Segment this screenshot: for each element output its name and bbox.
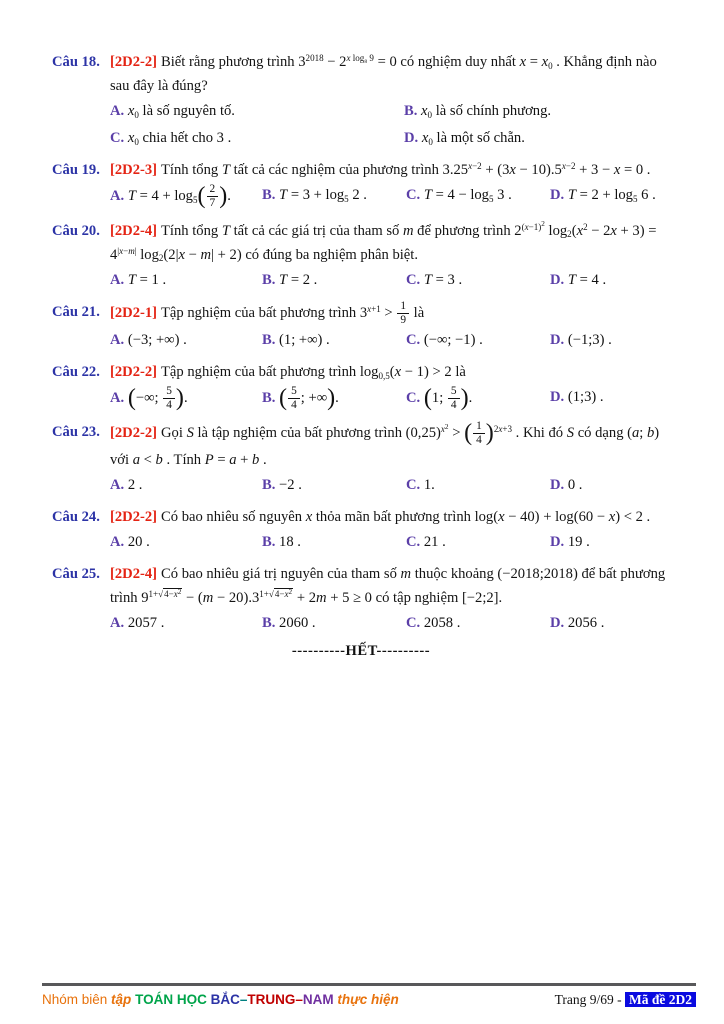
option-B (262, 530, 402, 554)
option-letter: A. (110, 271, 125, 288)
option-C (110, 126, 400, 150)
option-text: $x_0$ là số nguyên tố. (127, 103, 235, 120)
question (52, 360, 670, 412)
question-text: Tập nghiệm của bất phương trình $3^{x+1}$ > $\frac{1}{9}$ là (161, 299, 425, 326)
question-number: Câu 23. (52, 424, 100, 441)
footer-credit-segment: NAM (302, 992, 334, 1007)
option-text: 1. (423, 476, 435, 493)
exam-code-badge: Mã đề 2D2 (625, 992, 696, 1007)
footer-credit-segment: – (239, 992, 248, 1007)
question (52, 505, 670, 554)
option-text: 21 . (423, 533, 446, 550)
question-number: Câu 18. (52, 54, 100, 70)
option-C (406, 530, 546, 554)
question-text: Tính tổng T tất cả các nghiệm của phương trình $3.25^{x-2} + (3x - 10).5^{x-2} + 3 - x = 0$ . (161, 161, 651, 179)
option-letter: A. (110, 390, 125, 407)
option-text: (1; +∞) . (279, 332, 330, 348)
option-letter: B. (262, 390, 276, 407)
option-text: (−∞; −1) . (423, 332, 483, 348)
question-text: Gọi S là tập nghiệm của bất phương trình $(0,25)^{x^2}$ > ( $\frac{1}{4}$ )$^{2x+3}$ . Khi đó S có dạng (a; b) với a < b . Tính P = a + b . (110, 420, 660, 468)
option-text: (1;3) . (567, 389, 604, 406)
page-content (52, 50, 670, 660)
question-difficulty-tag: [2D2-2] (110, 54, 158, 70)
question-difficulty-tag: [2D2-4] (110, 565, 158, 582)
option-letter: B. (262, 615, 276, 631)
question-text: Tập nghiệm của bất phương trình $\log_{0,5}(x - 1) > 2$ là (161, 364, 466, 381)
option-text: 0 . (567, 476, 583, 493)
option-C (406, 268, 546, 292)
footer-credit-segment: – (295, 992, 303, 1007)
option-letter: D. (550, 533, 565, 550)
question (52, 562, 670, 635)
question-number: Câu 24. (52, 508, 100, 525)
option-A (110, 385, 258, 412)
question-list (52, 50, 670, 635)
footer-credit-segment: tập (111, 992, 136, 1007)
option-text: 2 . (127, 476, 143, 493)
footer-credit-segment: TOÁN HỌC (135, 992, 211, 1007)
option-C (406, 473, 546, 497)
option-letter: D. (550, 187, 565, 204)
option-B (262, 328, 402, 352)
question-number: Câu 20. (52, 222, 100, 239)
option-letter: C. (406, 533, 421, 550)
option-letter: C. (406, 476, 421, 493)
question-body (110, 219, 670, 267)
option-B (262, 385, 402, 412)
option-B (262, 473, 402, 497)
option-letter: A. (110, 615, 125, 631)
answer-options (110, 473, 670, 497)
option-text: 18 . (279, 533, 301, 550)
option-letter: D. (550, 389, 565, 406)
option-text: 20 . (127, 533, 150, 550)
question-body (110, 300, 670, 327)
answer-options (110, 328, 670, 352)
option-text: T = 4 . (567, 271, 607, 288)
question-number: Câu 25. (52, 565, 100, 582)
question (52, 50, 670, 150)
question-number: Câu 21. (52, 303, 100, 320)
option-letter: C. (406, 187, 421, 204)
question-body (110, 50, 670, 98)
answer-options (110, 99, 670, 150)
question-text: Tính tổng T tất cả các giá trị của tham số m để phương trình $2^{(x-1)^2}$ $\log_2(x^2 - 2x + 3) = 4^{|x-m|}$ $\log_2(2|x - m| + 2)$ có đúng ba nghiệm phân biệt. (110, 220, 657, 264)
answer-options (110, 385, 670, 412)
option-text: $T = 4 - \log_5 3$ . (423, 187, 512, 204)
question-text: Biết rằng phương trình $3^{2018} - 2^{x log_8 9} = 0$ có nghiệm duy nhất $x = x_0$ . Khẳng định nào sau đây là đúng? (110, 53, 657, 95)
option-text: $T = 4 + \log_5$( $\frac{2}{7}$ ). (127, 183, 231, 210)
option-C (406, 328, 546, 352)
option-text: T = 1 . (127, 271, 167, 288)
option-text: 2056 . (567, 615, 605, 631)
question-number: Câu 19. (52, 162, 100, 179)
option-D (550, 328, 670, 352)
option-D (550, 385, 670, 412)
option-A (110, 530, 258, 554)
option-D (550, 530, 670, 554)
option-text: $x_0$ là một số chẵn. (421, 130, 525, 147)
question-body (110, 562, 670, 610)
option-text: T = 2 . (279, 271, 318, 288)
option-letter: B. (262, 476, 276, 493)
option-letter: C. (406, 271, 421, 288)
option-text: $T = 3 + \log_5 2$ . (279, 187, 367, 204)
answer-options (110, 268, 670, 292)
option-letter: B. (262, 271, 276, 288)
answer-options (110, 183, 670, 210)
question-body (110, 360, 670, 384)
question-difficulty-tag: [2D2-1] (110, 304, 158, 321)
option-D (550, 268, 670, 292)
question (52, 300, 670, 352)
option-B (262, 611, 402, 635)
option-letter: C. (110, 130, 125, 147)
option-text: 19 . (567, 533, 590, 550)
option-letter: A. (110, 332, 125, 348)
option-text: 2058 . (423, 615, 461, 631)
question (52, 158, 670, 210)
answer-options (110, 530, 670, 554)
option-letter: D. (550, 476, 565, 493)
question-body (110, 158, 670, 182)
option-C (406, 385, 546, 412)
question-difficulty-tag: [2D2-4] (110, 222, 158, 239)
option-letter: D. (404, 130, 419, 147)
question (52, 420, 670, 496)
option-A (110, 473, 258, 497)
question-body (110, 420, 670, 471)
option-letter: D. (550, 332, 565, 348)
option-letter: D. (550, 271, 565, 288)
option-A (110, 183, 258, 210)
option-A (110, 328, 258, 352)
option-text: ( $\frac{5}{4}$ ; +∞). (279, 384, 339, 412)
option-letter: C. (406, 332, 421, 348)
option-letter: B. (262, 332, 276, 348)
footer-credit-segment: Nhóm biên (42, 992, 112, 1007)
option-text: $x_0$ chia hết cho 3 . (127, 130, 232, 147)
option-B (262, 268, 402, 292)
question (52, 219, 670, 292)
end-marker: ----------HẾT---------- (291, 643, 431, 660)
option-letter: A. (110, 103, 125, 120)
footer-page-area (555, 992, 696, 1008)
option-D (550, 473, 670, 497)
question-difficulty-tag: [2D2-2] (110, 508, 158, 525)
answer-options (110, 611, 670, 635)
footer-credit (42, 992, 399, 1007)
option-text: −2 . (279, 476, 302, 493)
option-text: 2060 . (279, 615, 316, 631)
option-D (404, 126, 670, 150)
option-A (110, 268, 258, 292)
option-text: (−∞; $\frac{5}{4}$ ). (127, 384, 188, 412)
question-difficulty-tag: [2D2-3] (110, 162, 158, 179)
option-C (406, 611, 546, 635)
option-text: (−1;3) . (567, 332, 612, 348)
footer-credit-segment: BẮC (210, 992, 240, 1007)
footer-credit-segment: thực (333, 992, 371, 1007)
option-letter: D. (550, 615, 565, 631)
option-letter: C. (406, 615, 421, 631)
option-text: T = 3 . (423, 271, 463, 288)
option-C (406, 183, 546, 210)
question-difficulty-tag: [2D2-2] (110, 425, 158, 442)
option-letter: A. (110, 476, 125, 493)
option-text: (1; $\frac{5}{4}$ ). (423, 384, 473, 412)
option-D (550, 611, 670, 635)
option-text: (−3; +∞) . (127, 332, 187, 348)
option-letter: A. (110, 188, 125, 205)
page-footer (42, 983, 696, 1008)
option-A (110, 611, 258, 635)
option-letter: A. (110, 533, 125, 550)
option-D (550, 183, 670, 210)
option-text: $T = 2 + \log_5 6$ . (567, 187, 656, 204)
question-difficulty-tag: [2D2-2] (110, 364, 158, 381)
option-B (262, 183, 402, 210)
option-text: $x_0$ là số chính phương. (421, 103, 552, 120)
option-letter: B. (404, 103, 418, 120)
footer-credit-segment: hiện (371, 992, 399, 1007)
option-letter: B. (262, 187, 276, 204)
footer-credit-segment: TRUNG (247, 992, 296, 1007)
option-letter: B. (262, 533, 276, 550)
question-text: Có bao nhiêu số nguyên x thỏa mãn bất phương trình log(x − 40) + log(60 − x) < 2 . (161, 508, 651, 525)
footer-page-info: Trang 9/69 - (554, 992, 625, 1007)
option-A (110, 99, 400, 123)
question-body (110, 505, 670, 529)
question-text: Có bao nhiêu giá trị nguyên của tham số m thuộc khoảng (−2018;2018) để bất phương trình $9^{1+√4-x^2} - (m - 20).3^{1+√4-x^2} + 2m + 5 \ge 0$ có tập nghiệm [−2;2]. (110, 565, 666, 606)
option-text: 2057 . (127, 615, 165, 631)
option-letter: C. (406, 390, 421, 407)
question-number: Câu 22. (52, 364, 100, 381)
option-B (404, 99, 670, 123)
